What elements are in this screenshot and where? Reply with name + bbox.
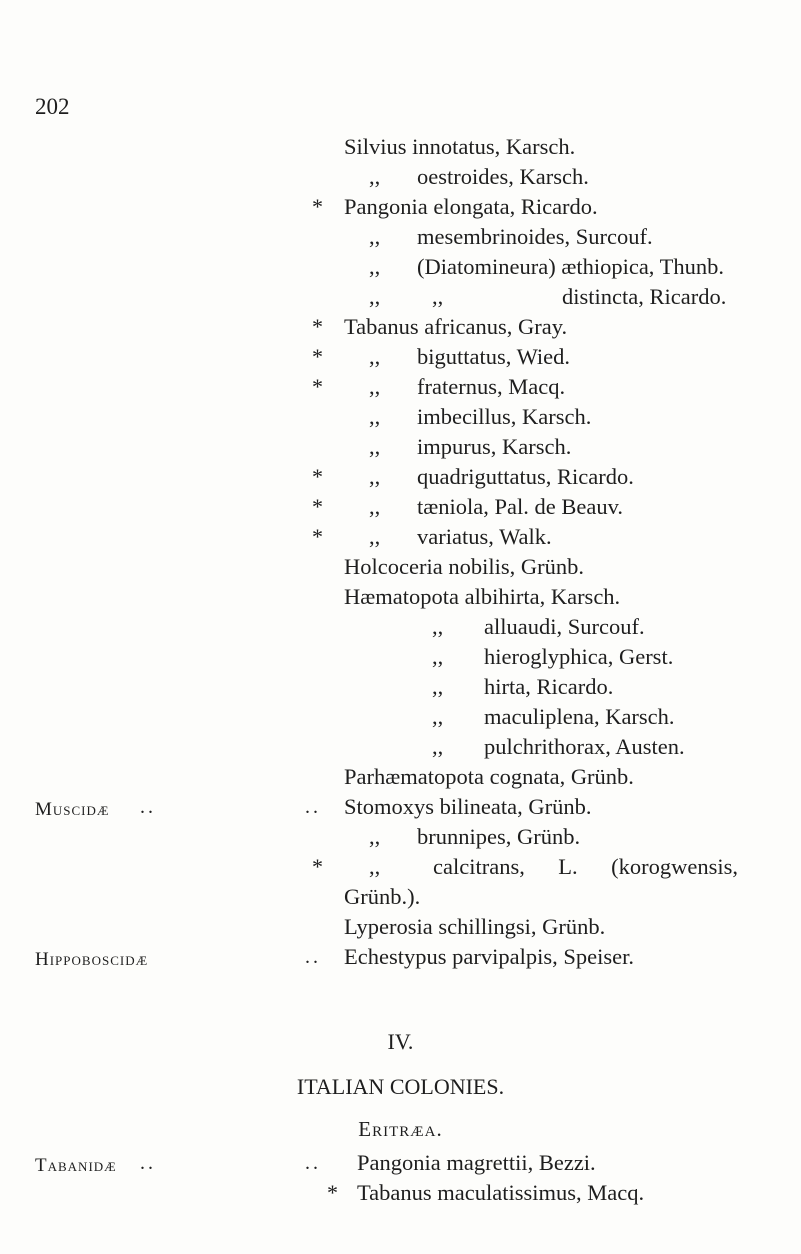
entry-pulchrithorax: pulchrithorax, Austen.	[484, 734, 685, 759]
section-numeral: IV.	[387, 1029, 414, 1054]
ditto-mark: ,,	[369, 344, 381, 369]
entry-imbecillus: imbecillus, Karsch.	[417, 404, 592, 429]
entry-pangonia-elongata: Pangonia elongata, Ricardo.	[344, 194, 598, 219]
entry-calcitrans-continuation: Grünb.).	[344, 884, 421, 909]
leader-dots: ..	[140, 796, 156, 818]
ditto-mark: ,,	[432, 674, 444, 699]
entry-impurus: impurus, Karsch.	[417, 434, 572, 459]
entry-mesembrinoides: mesembrinoides, Surcouf.	[417, 224, 653, 249]
entry-aethiopica: (Diatomineura) æthiopica, Thunb.	[417, 254, 725, 279]
entry-oestroides: oestroides, Karsch.	[417, 164, 589, 189]
entry-hirta: hirta, Ricardo.	[484, 674, 614, 699]
entry-alluaudi: alluaudi, Surcouf.	[484, 614, 645, 639]
entry-haematopota: Hæmatopota albihirta, Karsch.	[344, 584, 621, 609]
ditto-mark: ,,	[369, 374, 381, 399]
entry-distincta: distincta, Ricardo.	[562, 284, 727, 309]
ditto-mark: ,,	[369, 254, 381, 279]
leader-dots: ..	[305, 946, 321, 968]
entry-quadriguttatus: quadriguttatus, Ricardo.	[417, 464, 634, 489]
section-subtitle: Eritræa.	[358, 1117, 443, 1141]
entry-taeniola: tæniola, Pal. de Beauv.	[417, 494, 624, 519]
entry-calcitrans	[433, 856, 738, 879]
calcitrans-author: L.	[558, 854, 578, 879]
entry-silvius-innotatus: Silvius innotatus, Karsch.	[344, 134, 576, 159]
ditto-mark: ,,	[369, 524, 381, 549]
ditto-mark: ,,	[369, 824, 381, 849]
entry-brunnipes: brunnipes, Grünb.	[417, 824, 581, 849]
ditto-mark: ,,	[432, 614, 444, 639]
entry-maculiplena: maculiplena, Karsch.	[484, 704, 675, 729]
ditto-mark: ,,	[369, 854, 381, 879]
star-marker: *	[312, 344, 323, 369]
calcitrans-synonym: (korogwensis,	[611, 854, 738, 879]
star-marker: *	[312, 314, 323, 339]
entry-fraternus: fraternus, Macq.	[417, 374, 566, 399]
entry-tabanus-maculatissimus: Tabanus maculatissimus, Macq.	[357, 1180, 645, 1205]
entry-lyperosia: Lyperosia schillingsi, Grünb.	[344, 914, 606, 939]
leader-dots: ..	[305, 1152, 321, 1174]
star-marker: *	[312, 464, 323, 489]
family-hippoboscidae: Hippoboscidæ	[35, 949, 149, 970]
ditto-mark: ,,	[369, 464, 381, 489]
star-marker: *	[312, 854, 323, 879]
ditto-mark: ,,	[369, 164, 381, 189]
star-marker: *	[312, 374, 323, 399]
ditto-mark: ,,	[369, 404, 381, 429]
entry-tabanus-africanus: Tabanus africanus, Gray.	[344, 314, 568, 339]
family-muscidae: Muscidæ	[35, 799, 110, 820]
ditto-mark: ,,	[432, 734, 444, 759]
entry-stomoxys: Stomoxys bilineata, Grünb.	[344, 794, 592, 819]
ditto-mark: ,,	[369, 434, 381, 459]
ditto-mark: ,,	[432, 704, 444, 729]
entry-biguttatus: biguttatus, Wied.	[417, 344, 571, 369]
star-marker: *	[312, 524, 323, 549]
ditto-mark: ,,	[432, 644, 444, 669]
ditto-mark: ,,	[369, 284, 381, 309]
ditto-mark: ,,	[369, 494, 381, 519]
entry-parhaematopota: Parhæmatopota cognata, Grünb.	[344, 764, 634, 789]
calcitrans-name: calcitrans,	[433, 854, 525, 879]
ditto-mark: ,,	[432, 284, 444, 309]
entry-variatus: variatus, Walk.	[417, 524, 552, 549]
star-marker: *	[312, 194, 323, 219]
leader-dots: ..	[140, 1152, 156, 1174]
entry-holcoceria: Holcoceria nobilis, Grünb.	[344, 554, 584, 579]
entry-hieroglyphica: hieroglyphica, Gerst.	[484, 644, 674, 669]
star-marker: *	[312, 494, 323, 519]
leader-dots: ..	[305, 796, 321, 818]
family-tabanidae: Tabanidæ	[35, 1155, 117, 1176]
page-number: 202	[35, 94, 70, 119]
entry-pangonia-magrettii: Pangonia magrettii, Bezzi.	[357, 1150, 596, 1175]
ditto-mark: ,,	[369, 224, 381, 249]
section-title: ITALIAN COLONIES.	[296, 1074, 505, 1099]
star-marker: *	[327, 1180, 338, 1205]
entry-echestypus: Echestypus parvipalpis, Speiser.	[344, 944, 634, 969]
